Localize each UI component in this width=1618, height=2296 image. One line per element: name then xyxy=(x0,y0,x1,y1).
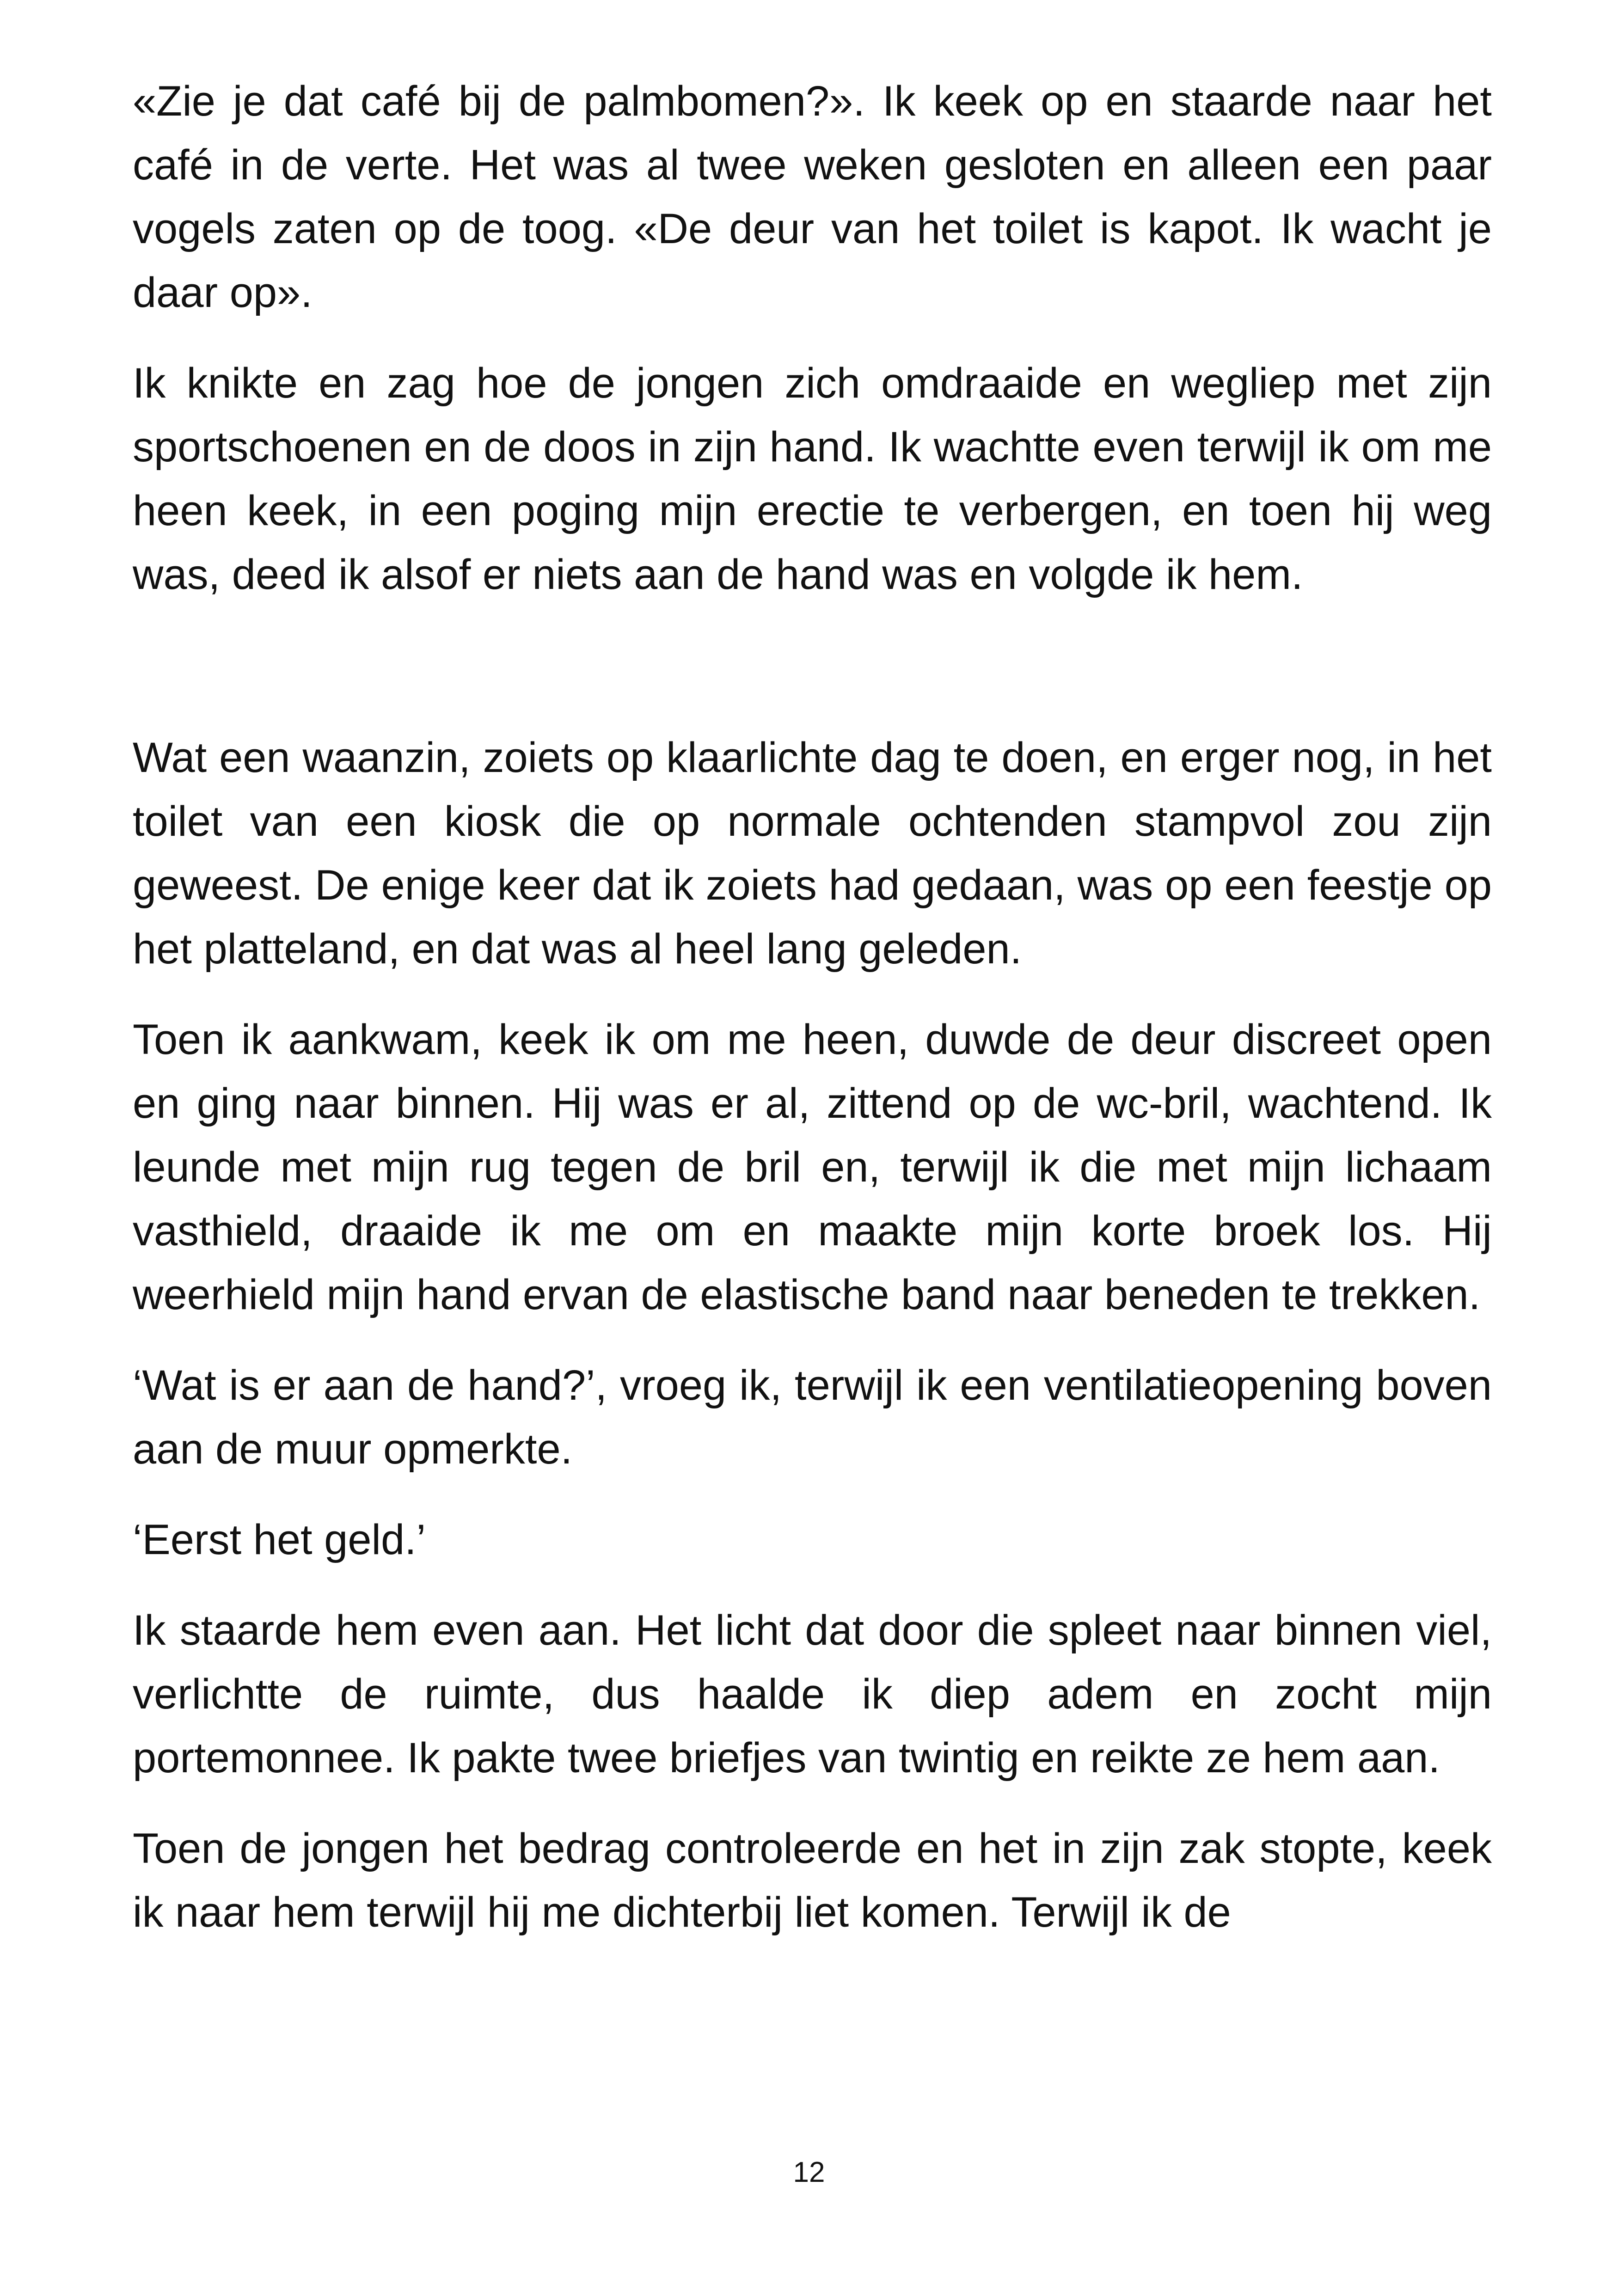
body-text xyxy=(133,69,1492,1971)
paragraph-1: «Zie je dat café bij de palmbomen?». Ik keek op en staarde naar het café in de verte. Het was al twee weken gesloten en alleen een paar vogels zaten op de toog. «De deur van het toilet is kapot. Ik wacht je daar op». xyxy=(133,78,1492,316)
paragraph-7: Ik staarde hem even aan. Het licht dat door die spleet naar binnen viel, verlichtte de ruimte, dus haalde ik diep adem en zocht mijn portemonnee. Ik pakte twee briefjes van twintig en reikte ze hem aan. xyxy=(133,1607,1492,1782)
page-number: 12 xyxy=(793,2156,825,2188)
paragraph-4: Toen ik aankwam, keek ik om me heen, duwde de deur discreet open en ging naar binnen. Hij was er al, zittend op de wc-bril, wachtend. Ik leunde met mijn rug tegen de bril en, terwijl ik die met mijn lichaam vasthield, draaide ik me om en maakte mijn korte broek los. Hij weerhield mijn hand ervan de elastische band naar beneden te trekken. xyxy=(133,1016,1492,1318)
section-break xyxy=(133,633,1492,726)
paragraph-3: Wat een waanzin, zoiets op klaarlichte dag te doen, en erger nog, in het toilet van een kiosk die op normale ochtenden stampvol zou zijn geweest. De enige keer dat ik zoiets had gedaan, was op een feestje op het platteland, en dat was al heel lang geleden. xyxy=(133,734,1492,973)
paragraph-2: Ik knikte en zag hoe de jongen zich omdraaide en wegliep met zijn sportschoenen en de doos in zijn hand. Ik wachtte even terwijl ik om me heen keek, in een poging mijn erectie te verbergen, en toen hij weg was, deed ik alsof er niets aan de hand was en volgde ik hem. xyxy=(133,360,1492,598)
paragraph-5: ‘Wat is er aan de hand?’, vroeg ik, terwijl ik een ventilatieopening boven aan de muur opmerkte. xyxy=(133,1362,1492,1473)
paragraph-8: Toen de jongen het bedrag controleerde en het in zijn zak stopte, keek ik naar hem terwijl hij me dichterbij liet komen. Terwijl ik de xyxy=(133,1825,1492,1936)
paragraph-6: ‘Eerst het geld.’ xyxy=(133,1516,426,1563)
